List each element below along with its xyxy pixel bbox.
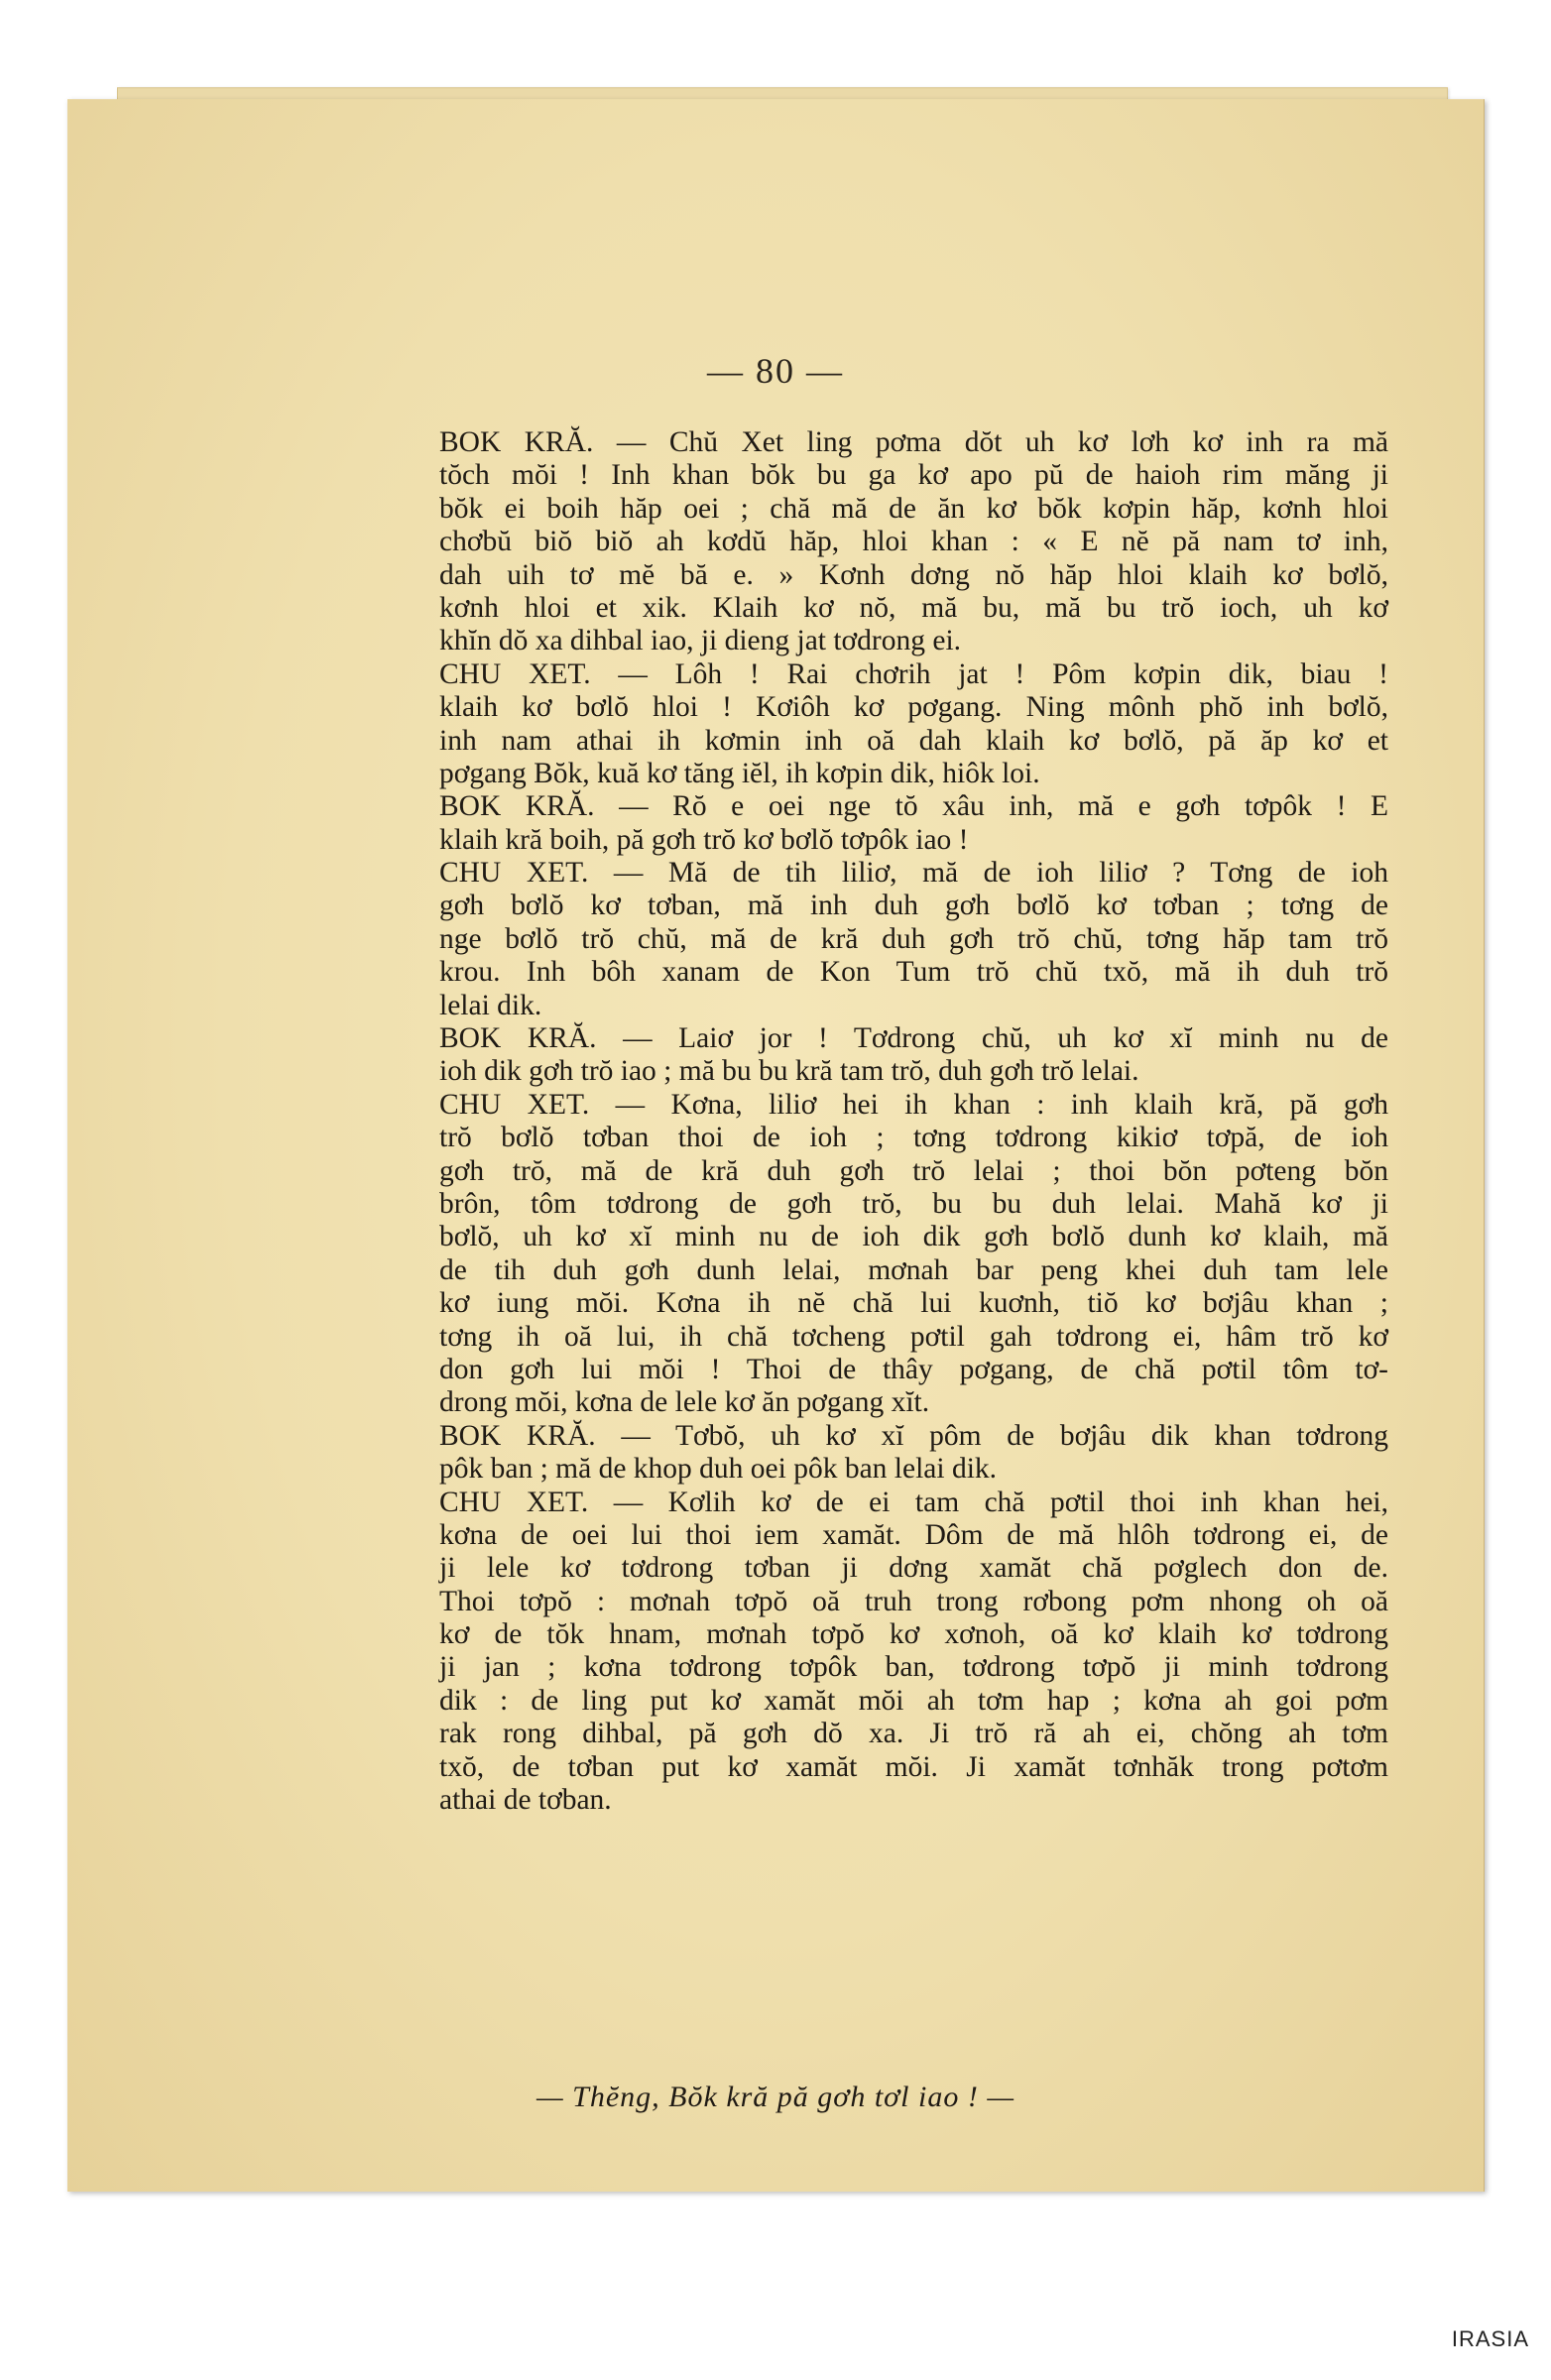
- text-line: gơh bơlŏ kơ tơban, mă inh duh gơh bơlŏ kơ tơban ; tơng de: [439, 890, 1388, 922]
- text-line: CHU XET. — Mă de tih liliơ, mă de ioh liliơ ? Tơng de ioh: [439, 857, 1388, 890]
- closing-line: — Thĕng, Bŏk kră pă gơh tơl iao ! —: [537, 2081, 1014, 2113]
- text-line: kơ de tŏk hnam, mơnah tơpŏ kơ xơnoh, oă kơ klaih kơ tơdrong: [439, 1618, 1388, 1651]
- text-line: CHU XET. — Kơna, liliơ hei ih khan : inh klaih kră, pă gơh: [439, 1088, 1388, 1121]
- text-line: BOK KRĂ. — Laiơ jor ! Tơdrong chŭ, uh kơ xĭ minh nu de: [439, 1022, 1388, 1055]
- text-line: CHU XET. — Lôh ! Rai chơrih jat ! Pôm kơpin dik, biau !: [439, 657, 1388, 690]
- text-line: inh nam athai ih kơmin inh oă dah klaih kơ bơlŏ, pă ăp kơ et: [439, 724, 1388, 757]
- text-line: tŏch mŏi ! Inh khan bŏk bu ga kơ apo pŭ de haioh rim măng ji: [439, 459, 1388, 492]
- text-line: BOK KRĂ. — Rŏ e oei nge tŏ xâu inh, mă e gơh tơpôk ! E: [439, 790, 1388, 823]
- source-credit: IRASIA: [1451, 2326, 1529, 2351]
- text-line: ji jan ; kơna tơdrong tơpôk ban, tơdrong tơpŏ ji minh tơdrong: [439, 1651, 1388, 1684]
- text-line: BOK KRĂ. — Tơbŏ, uh kơ xĭ pôm de bơjâu dik khan tơdrong: [439, 1419, 1388, 1452]
- text-line: pôk ban ; mă de khop duh oei pôk ban lelai dik.: [439, 1453, 998, 1486]
- text-line: athai de tơban.: [439, 1784, 612, 1817]
- text-line: chơbŭ biŏ biŏ ah kơdŭ hăp, hloi khan : « E nĕ pă nam tơ inh,: [439, 526, 1388, 558]
- text-line: ji lele kơ tơdrong tơban ji dơng xamăt chă pơglech don de.: [439, 1552, 1388, 1585]
- text-line: gơh trŏ, mă de kră duh gơh trŏ lelai ; thoi bŏn pơteng bŏn: [439, 1154, 1388, 1187]
- body-text: [439, 426, 1388, 1817]
- text-line: de tih duh gơh dunh lelai, mơnah bar peng khei duh tam lele: [439, 1253, 1388, 1286]
- text-line: CHU XET. — Kơlih kơ de ei tam chă pơtil thoi inh khan hei,: [439, 1486, 1388, 1518]
- text-line: trŏ bơlŏ tơban thoi de ioh ; tơng tơdrong kikiơ tơpă, de ioh: [439, 1122, 1388, 1154]
- text-line: drong mŏi, kơna de lele kơ ăn pơgang xĭt.: [439, 1386, 930, 1419]
- text-line: brôn, tôm tơdrong de gơh trŏ, bu bu duh lelai. Mahă kơ ji: [439, 1187, 1388, 1220]
- text-line: kơ iung mŏi. Kơna ih nĕ chă lui kuơnh, tiŏ kơ bơjâu khan ;: [439, 1287, 1388, 1320]
- text-line: rak rong dihbal, pă gơh dŏ xa. Ji trŏ ră ah ei, chŏng ah tơm: [439, 1718, 1388, 1750]
- text-line: don gơh lui mŏi ! Thoi de thây pơgang, de chă pơtil tôm tơ-: [439, 1353, 1388, 1385]
- text-line: kơnh hloi et xik. Klaih kơ nŏ, mă bu, mă bu trŏ ioch, uh kơ: [439, 591, 1388, 624]
- text-line: krou. Inh bôh xanam de Kon Tum trŏ chŭ txŏ, mă ih duh trŏ: [439, 956, 1388, 989]
- text-line: dah uih tơ mĕ bă e. » Kơnh dơng nŏ hăp hloi klaih kơ bơlŏ,: [439, 558, 1388, 591]
- page-number: — 80 —: [707, 351, 844, 391]
- text-line: klaih kơ bơlŏ hloi ! Kơiôh kơ pơgang. Ning mônh phŏ inh bơlŏ,: [439, 691, 1388, 724]
- text-line: nge bơlŏ trŏ chŭ, mă de kră duh gơh trŏ chŭ, tơng hăp tam trŏ: [439, 922, 1388, 955]
- book-page: [67, 99, 1485, 2192]
- text-line: pơgang Bŏk, kuă kơ tăng iĕl, ih kơpin dik, hiôk loi.: [439, 757, 1040, 789]
- text-line: kơna de oei lui thoi iem xamăt. Dôm de mă hlôh tơdrong ei, de: [439, 1518, 1388, 1551]
- text-line: khĭn dŏ xa dihbal iao, ji dieng jat tơdrong ei.: [439, 625, 962, 657]
- text-line: klaih kră boih, pă gơh trŏ kơ bơlŏ tơpôk iao !: [439, 823, 969, 856]
- text-line: ioh dik gơh trŏ iao ; mă bu bu kră tam trŏ, duh gơh trŏ lelai.: [439, 1055, 1139, 1088]
- text-line: lelai dik.: [439, 989, 542, 1021]
- text-line: bơlŏ, uh kơ xĭ minh nu de ioh dik gơh bơlŏ dunh kơ klaih, mă: [439, 1221, 1388, 1253]
- text-line: dik : de ling put kơ xamăt mŏi ah tơm hap ; kơna ah goi pơm: [439, 1684, 1388, 1717]
- text-line: txŏ, de tơban put kơ xamăt mŏi. Ji xamăt tơnhăk trong pơtơm: [439, 1750, 1388, 1783]
- text-line: bŏk ei boih hăp oei ; chă mă de ăn kơ bŏk kơpin hăp, kơnh hloi: [439, 492, 1388, 525]
- text-line: BOK KRĂ. — Chŭ Xet ling pơma dŏt uh kơ lơh kơ inh ra mă: [439, 426, 1388, 458]
- text-line: Thoi tơpŏ : mơnah tơpŏ oă truh trong rơbong pơm nhong oh oă: [439, 1585, 1388, 1617]
- text-line: tơng ih oă lui, ih chă tơcheng pơtil gah tơdrong ei, hâm trŏ kơ: [439, 1320, 1388, 1353]
